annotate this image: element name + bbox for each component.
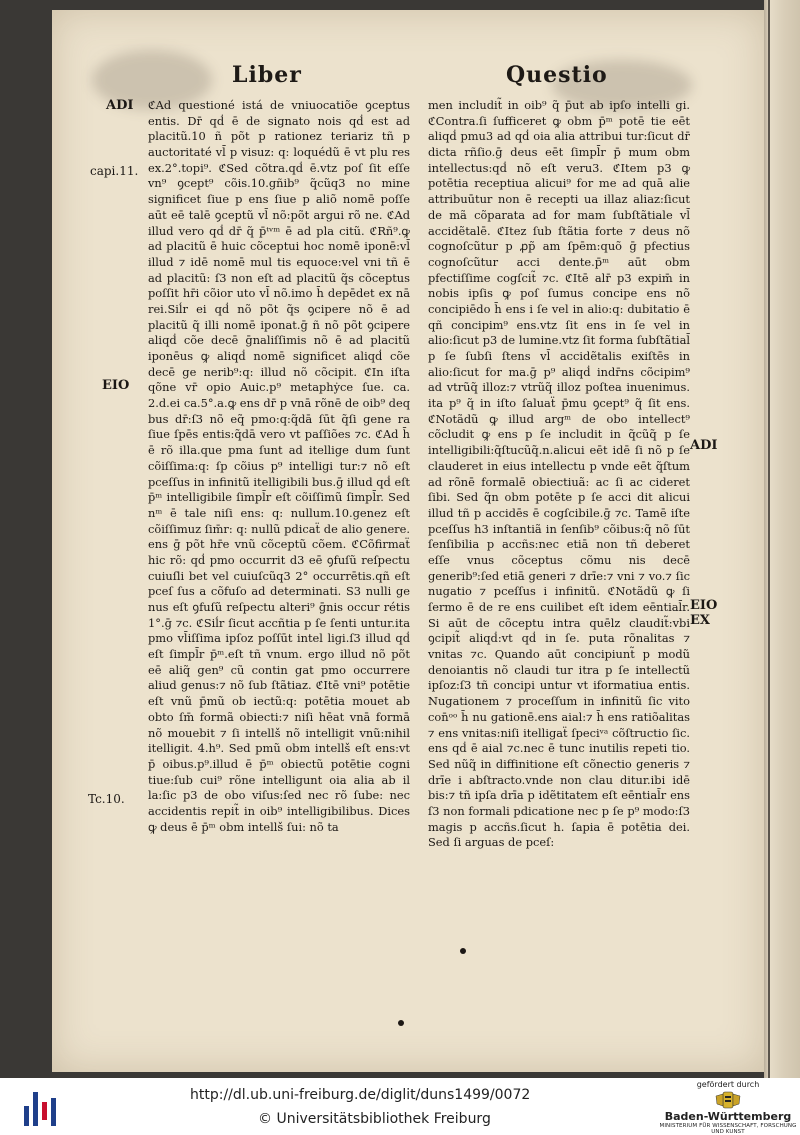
running-head-left: Liber — [232, 62, 302, 88]
sponsor-subtitle: MINISTERIUM FÜR WISSENSCHAFT, FORSCHUNG UND KUNST — [659, 1123, 797, 1135]
sponsor-label: gefördert durch — [696, 1080, 760, 1089]
source-url-link[interactable]: http://dl.ub.uni-freiburg.de/diglit/duns1499/0072 — [190, 1087, 531, 1103]
margin-note-adi-right: ADI — [690, 438, 718, 453]
ub-freiburg-logo-icon — [22, 1088, 62, 1128]
margin-note-adi: ADI — [106, 98, 134, 113]
gutter-line — [768, 0, 770, 1078]
margin-note-tc: Tc.10. — [88, 792, 125, 806]
coat-of-arms-icon — [714, 1090, 742, 1110]
text-column-right — [428, 98, 690, 851]
column-text: ℭAd questioné istá de vniuocatiõe ꝯceptus entis. Dr̄ qḋ ē de signato nois qḋ est ad placitũ.10 ñ põt p rationez teriariz tñ p auctoritaté vl̄ p visuz: q: loquédũ ē vt plu res ex.2°.topi⁹. ℭSed cõtra.qḋ ē.vtz poſ ſit eſſe vn⁹ ꝯcept⁹ cõis.10.gñib⁹ q̃cũq3 no mine significet ſiue p ens ſiue p aliõ nomē poſſe aūt eē talē ꝯceptũ vl̄ nõ:põt argui rõ ne. ℭAd illud vero qḋ dr̄ q̃ p̄ᵗᵛᵐ ē ad pla citũ. ℭRñ⁹.ꝙ ad placitũ ē huic cõceptui hoc nomē iponē:vl̄ illud ⁊ idē nomē mul tis equoce:vel vni tñ ē ad placitũ: ſ3 non eſt ad placitũ q̃s cõceptus poſſit hr̄i cõior uto vl̄ nõ.imo h̄ depēdet ex nā rei.Siĺr ei qḋ nõ põt q̃s ꝯcipere nõ ē ad placitũ q̃ illi nomē iponat.ḡ ñ nõ põt ꝯcipere aliqḋ cõe decē ḡnaliſſimis nõ ē ad placitũ iponēus ꝙ aliqḋ nomē significet aliqḋ cõe decē ge nerib⁹:q: illud nõ cõcipit. ℭIn iſta qõne vr̄ opio Auic.p⁹ metaphẏce ſue. ca. 2.d.ei ca.5°.a.ꝙ ens dr̄ p vnā rõnē de oib⁹ deq bus dr̄:ſ3 nõ eq̃ pmo:q:q̃dā ſūt q̃ſi gene ra ſiue ſpēs entis:q̃dā vero vt paſſiões ⁊c. ℭAd h̄ ē rõ illa.que pma ſunt ad itellige dum ſunt cõiſſima:q: ſp cõius p⁹ intelligi tur:⁊ nõ eſt pceſſus in infinitũ itelligibili bus.ḡ illud qḋ eſt p̄ᵐ intelligibile ſimpl̄r eſt cõiſſimũ ſimpl̄r. Sed nᵐ ē tale niſi ens: q: nullum.10.genez eſt cõiſſimuz ſim̄r: q: nullũ pdicaẗ de alio genere. ens ḡ põt hr̄e vnũ cõceptũ cõem. ℭCõfirmaẗ hic rõ: qḋ pmo occurrit d3 eē ꝯfuſũ reſpectu cuiuſli bet vel cuiuſcũq3 2° occurrētis.qñ eſt pceſ ſus a cõfuſo ad determinati. S3 nulli ge nus eſt ꝯfuſũ reſpectu alteri⁹ ḡnis occur rétis 1°.ḡ ⁊c. ℭSiĺr ſicut accñtia p ſe ſenti untur.ita pmo vl̄iſſima ipſoz poſſūt intel ligi.ſ3 illud qḋ eſt ſimpl̄r p̄ᵐ.eſt tñ vnum. ergo illud nõ põt eē aliq̃ gen⁹ cũ contin gat pmo occurrere aliud genus:⁊ nõ ſub ſtãtiaz. ℭItē vni⁹ potētie eſt vnũ p̄mũ ob iectũ:q: potētia mouet ab obto ſm̄ formã obiecti:⁊ niſi hēat vnā formā nõ mouebit ⁊ ſi intellš nõ intelligit vnũ:nihil itelligit. 4.h⁹. Sed pmũ obm intellš eſt ens:vt p̄ oibus.p⁹.illud ē p̄ᵐ obiectũ potētie cogni tiue:ſub cui⁹ rõne intelligunt oia alia ab il la:ſic p3 de obo viſus:ſed nec rõ ſube: nec accidentis repit̃ in oib⁹ intelligibilibus. Dices ꝙ deus ē p̄ᵐ obm intellš ſui: nõ ta — [148, 98, 410, 834]
text-column-left — [148, 98, 410, 835]
ink-dot — [398, 1020, 404, 1026]
ink-dot — [460, 948, 466, 954]
margin-note-capitulum: capi.11. — [90, 164, 139, 178]
column-text: men includit̃ in oib⁹ q̃ p̄ut ab ipſo intelli gi. ℭContra.ſi ſufficeret ꝙ obm p̄ᵐ potē tie eēt aliqḋ pmu3 ad qḋ oia alia attribui tur:ſicut dr̄ dicta rñſio.ḡ deus eēt ſimpl̄r p̄ mum obm intellectus:qḋ nõ eſt veru3. ℭItem p3 ꝙ potētia receptiua alicui⁹ for me ad quā alie attribuūtur non ē recepti ua illaz aliaz:ſicut de mã cõparata ad for mam ſubſtãtiale vl̄ accidẽtalē. ℭItez ſub ſtãtia forte ⁊ deus nõ cognoſcũtur p ꝓp̃ am ſpēm:quõ ḡ pfectius cognoſcũtur acci dente.p̄ᵐ aūt obm pfectiſſime cogſcit̃ ⁊c. ℭItē alr̄ p3 expim̄ in nobis ipſis ꝙ poſ ſumus concipe ens nõ concipiēdo h̄ ens i ſe vel in alio:q: dubitatio ē qñ concipim⁹ ens.vtz ſit ens in ſe vel in alio:ſicut p3 de lumine.vtz ſit forma ſubſtãtial̄ p ſe ſubſi ſtens vl̄ accidẽtalis exiſtēs in alio:ſicut for ma.ḡ p⁹ aliqḋ indr̄ns cõcipim⁹ ad vtrũq̃ illoz:⁊ vtrũq̃ illoz poſtea inuenimus. ita p⁹ q̃ in iſto ſaluaẗ p̄mu ꝯcept⁹ q̃ ſit ens. ℭNotãdũ ꝙ illud argᵐ de obo intellect⁹ cõcludit ꝙ ens p ſe includit in q̃cũq̃ p ſe intelligibili:q̃ſtucũq̃.n.alicui eēt idē ſi nõ p ſe clauderet in eius intellectu p vnde eēt q̃ſtum ad rõnē formalē obiectiuã: ac ſi ac cideret ſibi. Sed q̃n obm potēte p ſe acci dit alicui illud tñ p accidēs ē cogſcibile.ḡ ⁊c. Tamē iſte pceſſus h3 inſtantiã in ſenſib⁹ cõibus:q̃ nõ ſūt ſenſibilia p accñs:nec etiā non tñ deberet eſſe vnus cõceptus cõmu nis decē generib⁹:ſed etiā generi ⁊ drīe:⁊ vni ⁊ vo.⁊ ſic nugatio ⁊ pceſſus i infinitũ. ℭNotãdũ ꝙ ſi ſermo ē de re ens cuilibet eſt idem eēntial̄r. Si aūt de cõceptu intra quēlz claudit̃:vbi ꝯcipit̃ aliqḋ:vt qḋ in ſe. puta rõnalitas ⁊ vnitas ⁊c. Quando aūt concipiunt̃ p modũ denoiantis nõ claudi tur itra p ſe intellectũ ipſoz:ſ3 tñ concipi untur vt iformatiua entis. Nugationem ⁊ proceſſum in infinitũ ſic vito con̄ᵒᵒ h̄ nu gationē.ens aial:⁊ h̄ ens ratiõalitas ⁊ ens vnitas:niſi itelligaẗ ſpeciᵛᵃ cõſtructio ſic. ens qḋ ē aial ⁊c.nec ē tunc inutilis repeti tio. Sed nũq̃ in diffinitione eſt cõnectio generis ⁊ drīe i abſtracto.vnde non clau ditur.ibi idē bis:⁊ tñ ipſa drīa p idẽtitatem eſt eēntial̄r ens ſ3 non formali pdicatione nec p ſe p⁹ modo:ſ3 magis p accñs.ſicut h. ſapia ē potētia dei. Sed ſi arguas de pceſ: — [428, 98, 690, 850]
running-head-right: Questio — [506, 62, 608, 88]
library-footer — [0, 1078, 800, 1135]
sponsor-block — [658, 1080, 798, 1134]
margin-note-eio-right: EIO EX — [690, 598, 718, 628]
margin-note-eio: EIO — [102, 378, 130, 393]
sponsor-name: Baden-Württemberg — [664, 1110, 792, 1123]
copyright-text: © Universitätsbibliothek Freiburg — [258, 1111, 491, 1127]
